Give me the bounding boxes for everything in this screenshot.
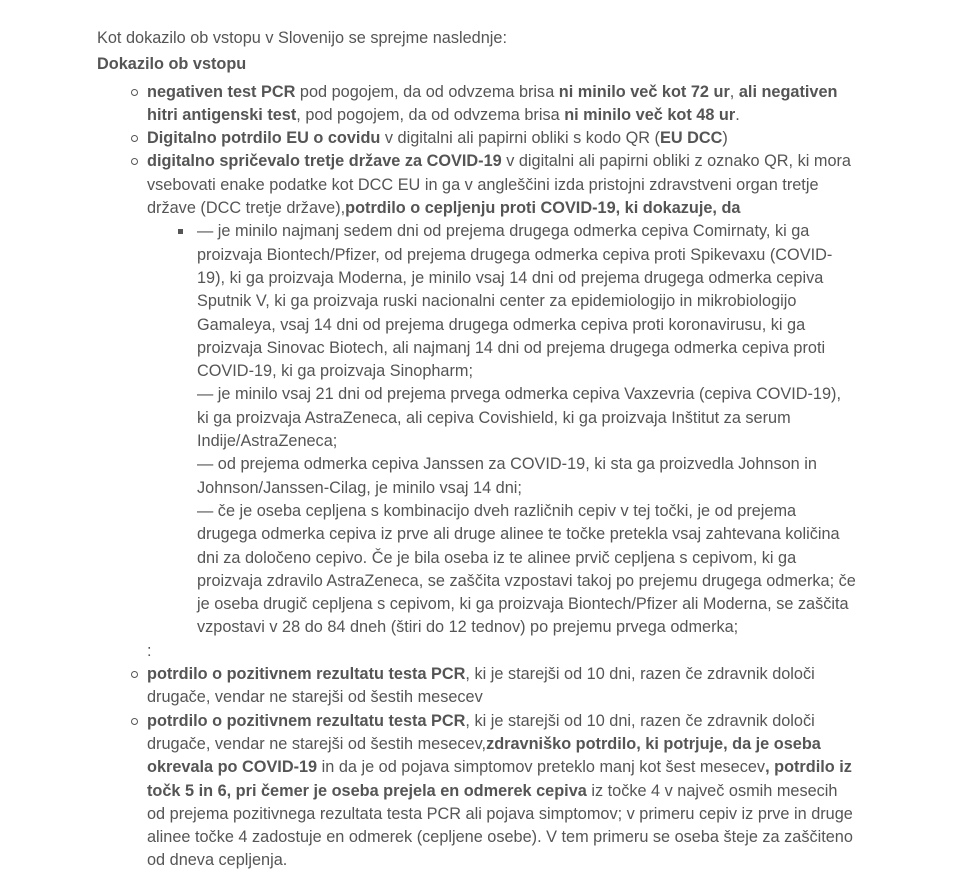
proof-list [97, 81, 857, 873]
item1-bold-3: ali negativen hitri antigenski test [147, 82, 838, 124]
list-colon: : [147, 641, 152, 660]
item1-bold-2: ni minilo več kot 72 ur [558, 82, 730, 101]
item5-bold-2: zdravniško potrdilo, ki potrjuje, da je oseba okrevala po COVID-19 [147, 734, 821, 777]
document-body [97, 27, 857, 873]
item1-text-3: , pod pogojem, da od odvzema brisa [296, 105, 565, 124]
item1-bold-1: negativen test PCR [147, 82, 296, 101]
item1-text-4: . [735, 105, 740, 124]
condition-combination: — če je oseba cepljena s kombinacijo dveh različnih cepiv v tej točki, je od prejema drugega odmerka cepiva iz prve ali druge alinee te točke pretekla vsaj zahtevana količina dni za določeno cepivo. Če je bila oseba iz te alinee prvič cepljena s cepivom, ki ga proizvaja zdravilo AstraZeneca, se zaščita vzpostavi takoj po prejemu drugega odmerka; če je oseba drugič cepljena s cepivom, ki ga proizvaja Biontech/Pfizer ali Moderna, se zaščita vzpostavi v 28 do 84 dneh (štiri do 12 tednov) po prejemu prvega odmerka; [197, 501, 856, 637]
item2-text-1: v digitalni ali papirni obliki s kodo QR ( [380, 129, 660, 148]
item3-text-1: v digitalni ali papirni obliki z oznako QR, ki mora vsebovati enake podatke kot DCC EU in ga v angleščini izda pristojni zdravstveni organ tretje države (DCC tretje države), [147, 152, 851, 218]
item1-bold-4: ni minilo več kot 48 ur [564, 105, 736, 124]
item3-bold-1: digitalno spričevalo tretje države za COVID-19 [147, 152, 502, 171]
condition-janssen: — od prejema odmerka cepiva Janssen za COVID-19, ki sta ga proizvedla Johnson in Johnson/Janssen-Cilag, je minilo vsaj 14 dni; [197, 455, 817, 497]
item1-text-1: pod pogojem, da od odvzema brisa [295, 82, 559, 101]
item5-bold-3: , potrdilo iz točk 5 in 6, pri čemer je oseba prejela en odmerek cepiva [147, 758, 852, 800]
item3-bold-2: potrdilo o cepljenju proti COVID-19, ki dokazuje, da [345, 199, 741, 218]
condition-second-dose: — je minilo najmanj sedem dni od prejema drugega odmerka cepiva Comirnaty, ki ga proizvaja Biontech/Pfizer, od prejema drugega odmerka cepiva proti Spikevaxu (COVID-19), ki ga proizvaja Moderna, je minilo vsaj 14 dni od prejema drugega odmerka cepiva Sputnik V, ki ga proizvaja ruski nacionalni center za epidemiologijo in mikrobiologijo Gamaleya, vsaj 14 dni od prejema drugega odmerka cepiva proti koronavirusu, ki ga proizvaja Sinovac Biotech, ali najmanj 14 dni od prejema drugega odmerka cepiva proti COVID-19, ki ga proizvaja Sinopharm; [197, 222, 833, 381]
item5-text-1: , ki je starejši od 10 dni, razen če zdravnik določi drugače, vendar ne starejši od šestih mesecev, [147, 711, 815, 753]
item2-bold-2: EU DCC [659, 129, 723, 148]
condition-vaxzevria: — je minilo vsaj 21 dni od prejema prvega odmerka cepiva Vaxzevria (cepiva COVID-19), ki ga proizvaja AstraZeneca, ali cepiva Covishield, ki ga proizvaja Inštitut za serum Indije/AstraZeneca; [197, 385, 841, 451]
item1-text-2: , [729, 82, 739, 101]
vaccination-conditions-item [197, 220, 857, 639]
item5-text-3: iz točke 4 v največ osmih mesecih od prejema pozitivnega rezultata testa PCR ali pojava simptomov; v primeru cepiv iz prve in druge alinee točke 4 zadostuje en odmerek (cepljene osebe). V tem primeru se oseba šteje za zaščiteno od dneva cepljenja. [147, 781, 853, 870]
item5-bold-1: potrdilo o pozitivnem rezultatu testa PCR [147, 711, 466, 730]
list-item-third-country-certificate [147, 150, 857, 663]
list-item-positive-pcr-recovery [147, 710, 857, 873]
section-title: Dokazilo ob vstopu [97, 55, 247, 74]
item2-bold-1: Digitalno potrdilo EU o covidu [147, 129, 381, 148]
list-item-positive-pcr [147, 663, 857, 710]
item5-text-2: in da je od pojava simptomov preteklo manj kot šest mesecev [317, 758, 766, 777]
item4-bold-1: potrdilo o pozitivnem rezultatu testa PCR [147, 665, 466, 684]
intro-text: Kot dokazilo ob vstopu v Slovenijo se sprejme naslednje: [97, 29, 507, 47]
list-item-eu-dcc [147, 127, 857, 150]
vaccination-conditions-list [147, 220, 857, 639]
item4-text-1: , ki je starejši od 10 dni, razen če zdravnik določi drugače, vendar ne starejši od šestih mesecev [147, 665, 815, 707]
item2-text-2: ) [722, 129, 728, 148]
list-item-pcr-test [147, 81, 857, 128]
